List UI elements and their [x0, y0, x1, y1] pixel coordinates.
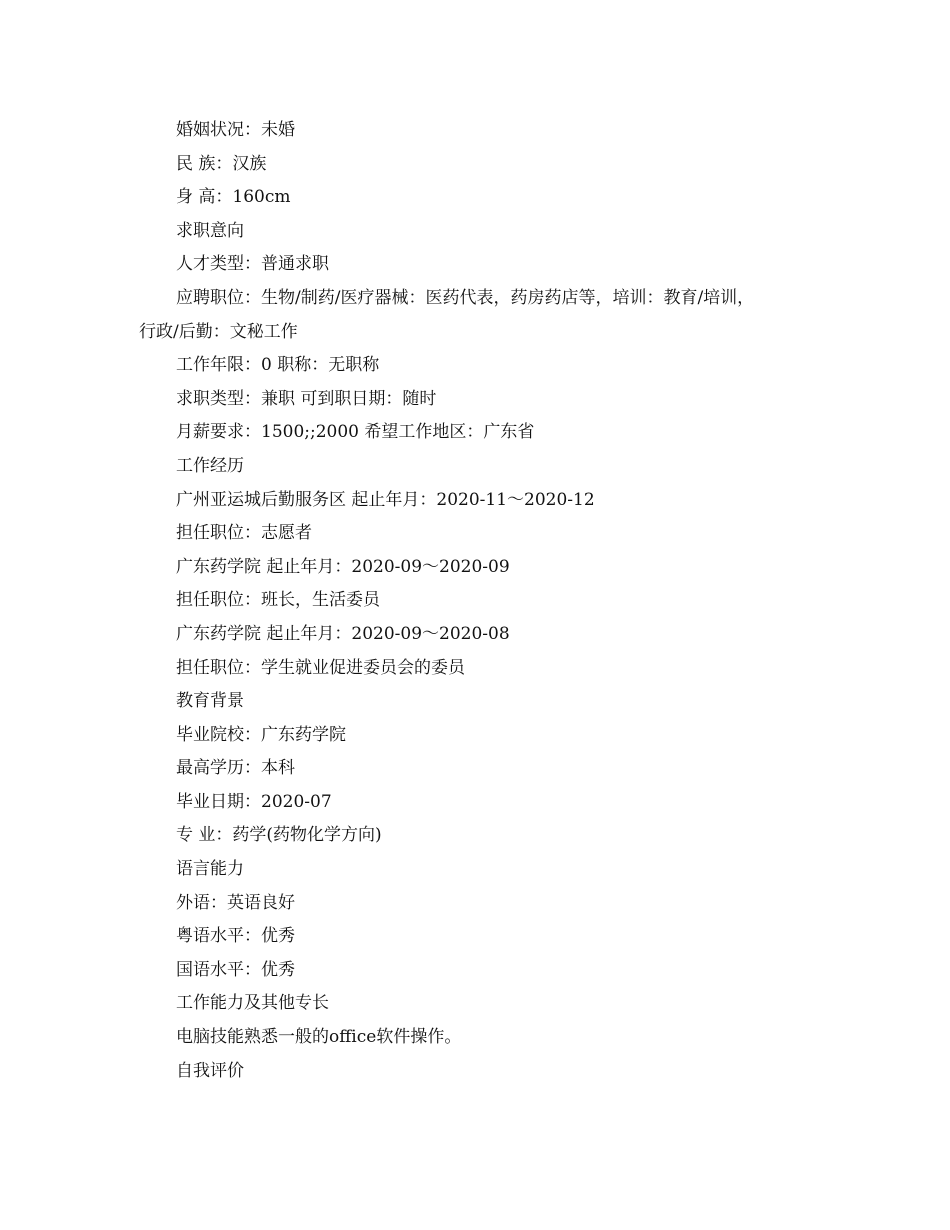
text-line: 广州亚运城后勤服务区 起止年月：2020-11～2020-12: [176, 489, 595, 510]
text-line: 月薪要求：1500;;2000 希望工作地区：广东省: [176, 422, 535, 443]
text-line: 毕业日期：2020-07: [176, 791, 332, 812]
text-line: 专 业：药学(药物化学方向): [176, 825, 382, 846]
text-line: 广东药学院 起止年月：2020-09～2020-08: [176, 623, 510, 644]
text-line: 民 族：汉族: [176, 153, 267, 174]
section-heading: 自我评价: [176, 1060, 244, 1081]
text-line: 工作年限：0 职称：无职称: [176, 355, 380, 376]
section-heading: 教育背景: [176, 691, 244, 712]
text-line: 身 高：160cm: [176, 187, 291, 208]
text-line: 婚姻状况：未婚: [176, 120, 295, 140]
text-line: 担任职位：班长，生活委员: [176, 590, 380, 611]
section-heading: 工作能力及其他专长: [176, 993, 329, 1014]
text-line: 最高学历：本科: [176, 758, 295, 779]
text-line: 人才类型：普通求职: [176, 254, 329, 275]
text-line: 广东药学院 起止年月：2020-09～2020-09: [176, 556, 510, 577]
text-line: 担任职位：学生就业促进委员会的委员: [176, 657, 465, 678]
text-line: 毕业院校：广东药学院: [176, 724, 346, 745]
section-heading: 语言能力: [176, 859, 244, 880]
resume-content: [139, 114, 839, 1088]
text-line: 粤语水平：优秀: [176, 926, 295, 947]
section-heading: 工作经历: [176, 455, 244, 476]
text-line-continued: 行政/后勤：文秘工作: [139, 321, 298, 342]
text-line: 应聘职位：生物/制药/医疗器械：医药代表，药房药店等，培训：教育/培训，: [176, 287, 755, 308]
text-line: 外语：英语良好: [176, 892, 295, 913]
text-line: 国语水平：优秀: [176, 959, 295, 980]
section-heading: 求职意向: [176, 220, 244, 241]
text-line: 求职类型：兼职 可到职日期：随时: [176, 388, 437, 409]
text-line: 担任职位：志愿者: [176, 523, 312, 544]
text-line: 电脑技能熟悉一般的office软件操作。: [176, 1027, 462, 1048]
